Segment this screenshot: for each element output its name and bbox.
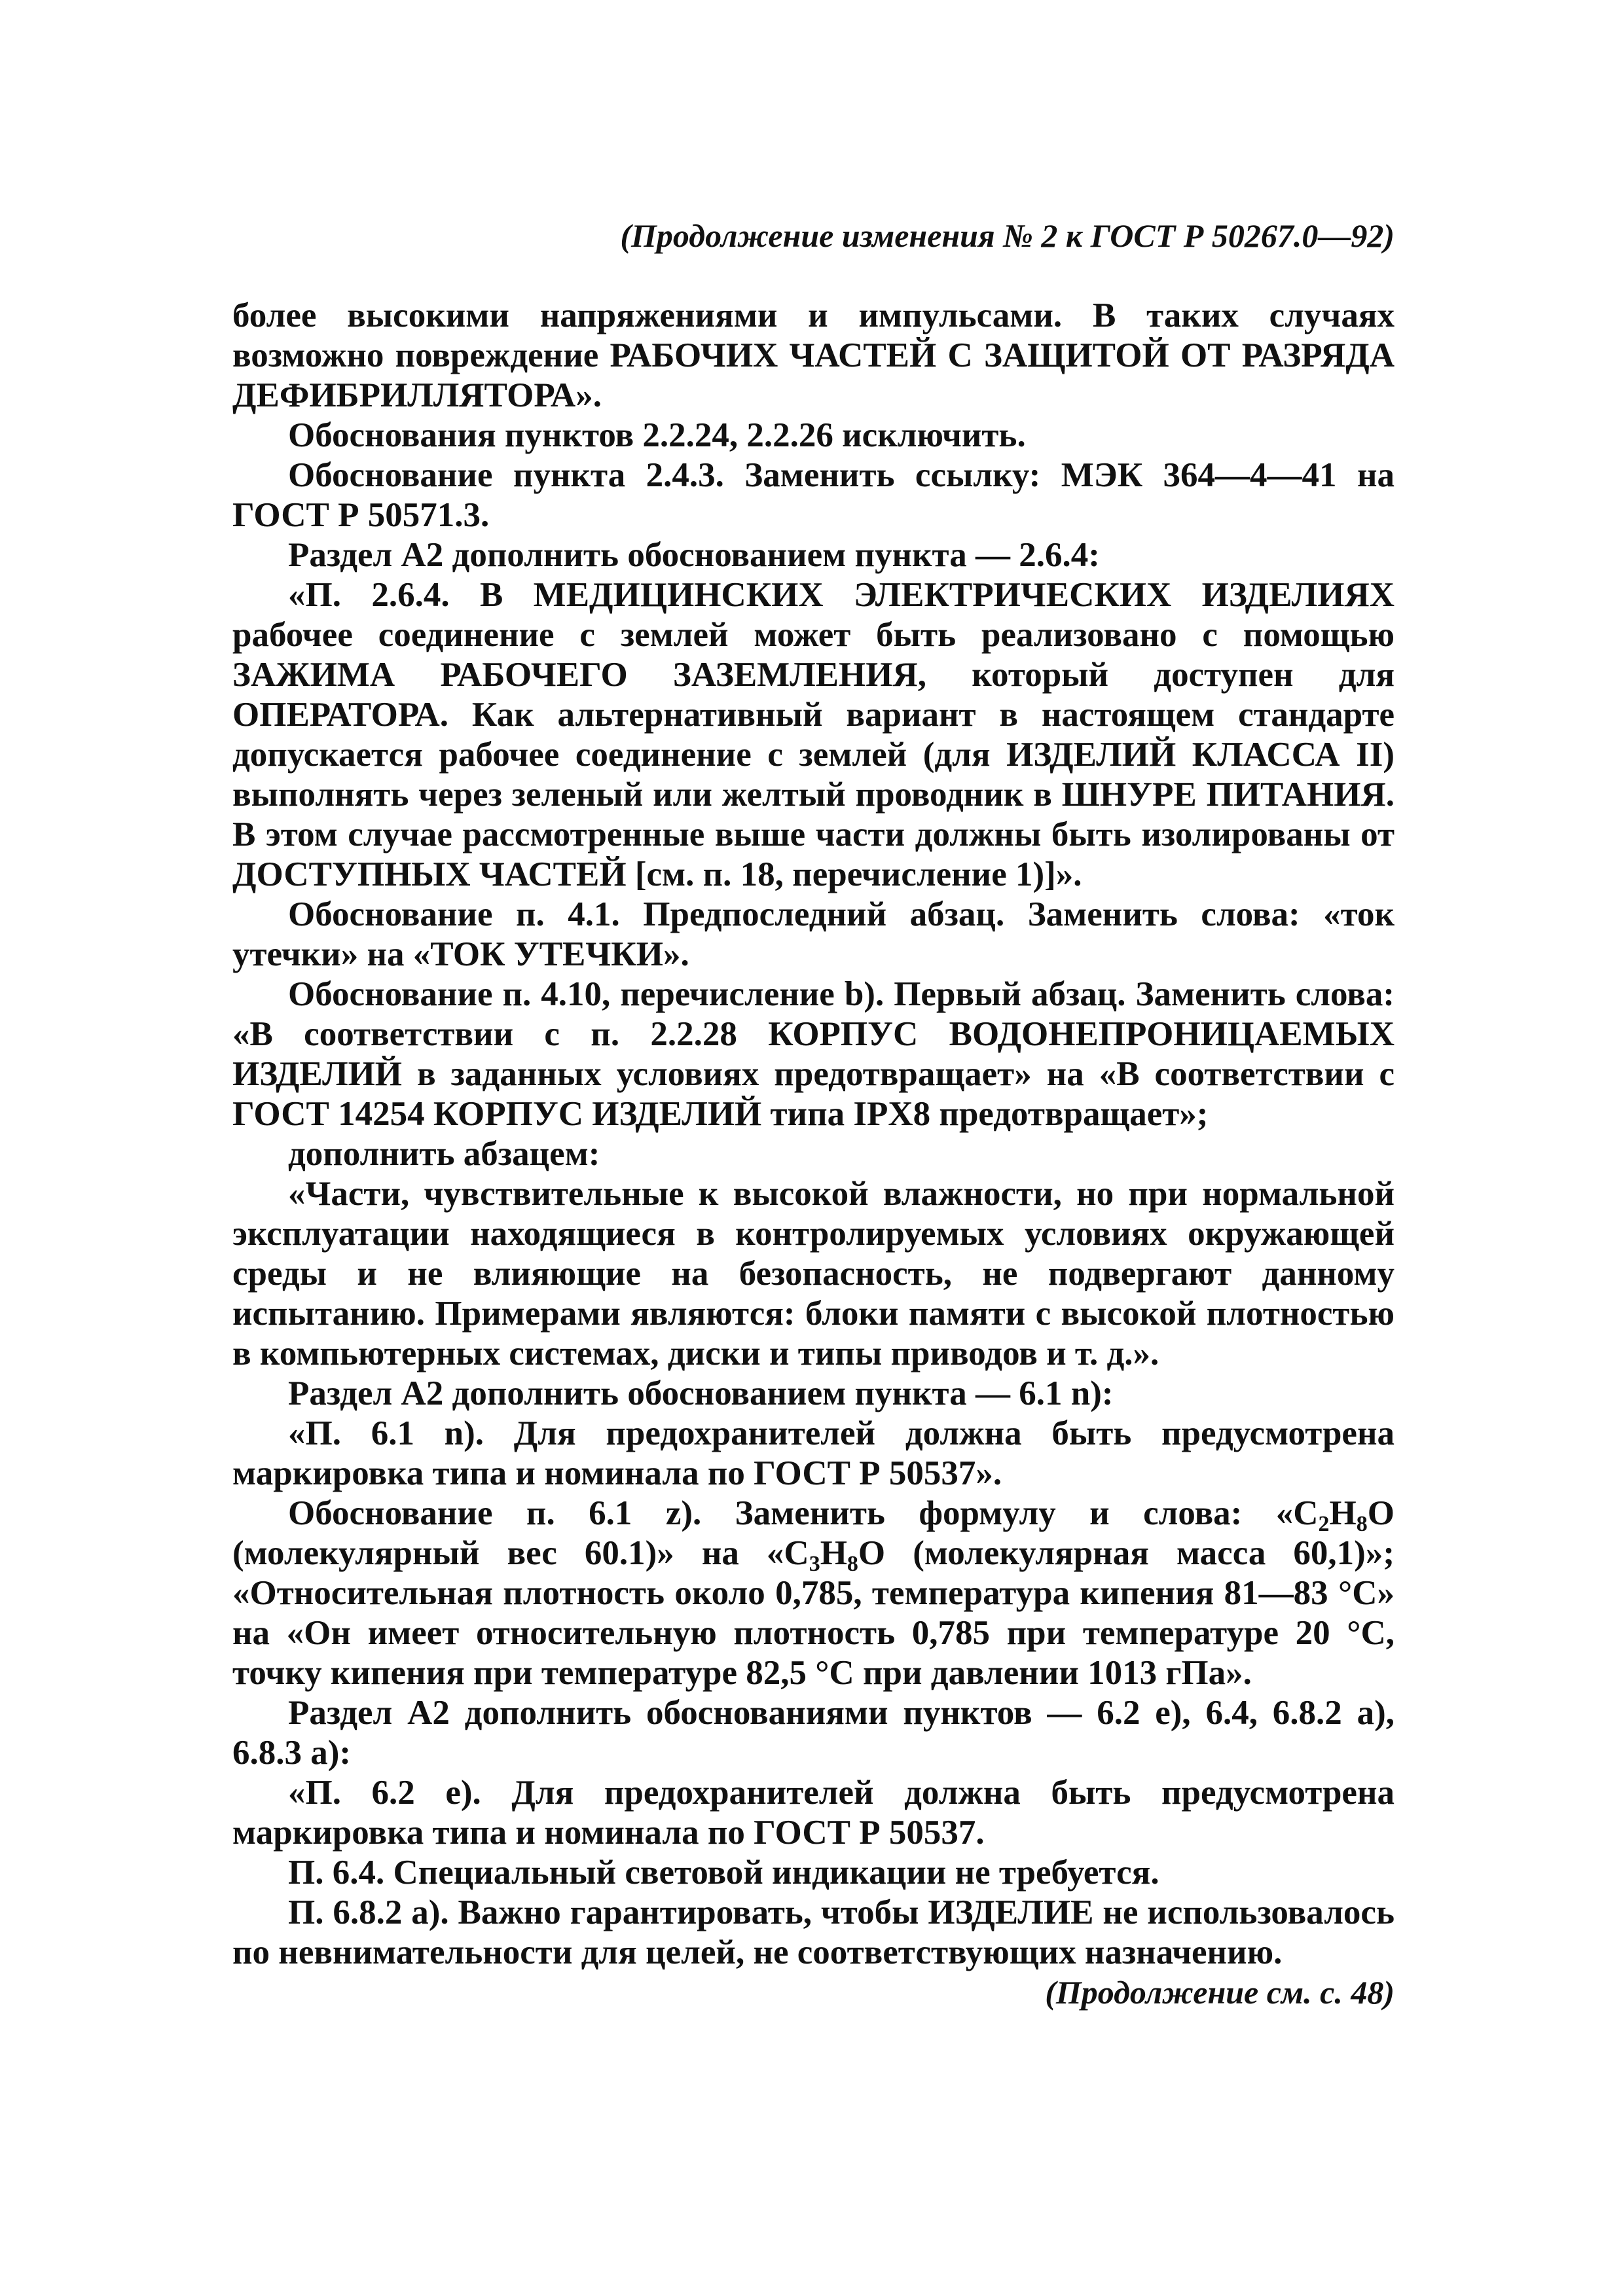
formula-paragraph [232,1494,1395,1693]
paragraph: Раздел А2 дополнить обоснованием пункта — 2.6.4: [288,536,1100,574]
subscript: 8 [1356,1512,1368,1536]
quote-paragraph: «П. 2.6.4. В МЕДИЦИНСКИХ ЭЛЕКТРИЧЕСКИХ ИЗДЕЛИЯХ рабочее соединение с землей может быть реализовано с помощью ЗАЖИМА РАБОЧЕГО ЗАЗЕМЛЕНИЯ, который доступен для ОПЕРАТОРА. Как альтернативный вариант в настоящем стандарте допускается рабочее соединение с землей (для ИЗДЕЛИЙ КЛАССА II) выполнять через зеленый или желтый проводник в ШНУРЕ ПИТАНИЯ. В этом случае рассмотренные выше части должны быть изолированы от ДОСТУПНЫХ ЧАСТЕЙ [см. п. 18, перечисление 1)]». [232,576,1395,893]
text-segment: Обоснование п. 6.1 z). Заменить формулу и слова: «C [288,1494,1319,1532]
quote-paragraph: «Части, чувствительные к высокой влажности, но при нормальной эксплуатации находящиеся в контролируемых условиях окружающей среды и не влияющие на безопасность, не подвергают данному испытанию. Примерами являются: блоки памяти с высокой плотностью в компьютерных системах, диски и типы приводов и т. д.». [232,1175,1395,1372]
text-segment: O (молекулярный вес 60.1)» на «C [232,1494,1395,1572]
subscript: 2 [1318,1512,1330,1536]
paragraph: Обоснования пунктов 2.2.24, 2.2.26 исключить. [288,416,1026,454]
paragraph: Раздел А2 дополнить обоснованием пункта — 6.1 n): [288,1374,1114,1412]
quote-paragraph: «П. 6.1 n). Для предохранителей должна быть предусмотрена маркировка типа и номинала по ГОСТ Р 50537». [232,1414,1395,1492]
paragraph: Обоснование п. 4.1. Предпоследний абзац. Заменить слова: «ток утечки» на «ТОК УТЕЧКИ». [232,895,1395,973]
paragraph: Обоснование п. 4.10, перечисление b). Первый абзац. Заменить слова: «В соответствии с п. 2.2.28 КОРПУС ВОДОНЕПРОНИЦАЕМЫХ ИЗДЕЛИЙ в заданных условиях предотвращает» на «В соответствии с ГОСТ 14254 КОРПУС ИЗДЕЛИЙ типа IPX8 предотвращает»; [232,975,1395,1133]
page-header: (Продолжение изменения № 2 к ГОСТ Р 50267.0—92) [620,217,1395,254]
subscript: 8 [847,1552,858,1576]
text-segment: H [820,1534,847,1572]
paragraph: Обоснование пункта 2.4.3. Заменить ссылку: МЭК 364—4—41 на ГОСТ Р 50571.3. [232,456,1395,534]
page-footer: (Продолжение см. с. 48) [1045,1974,1395,2011]
paragraph: Раздел А2 дополнить обоснованиями пунктов — 6.2 e), 6.4, 6.8.2 a), 6.8.3 a): [232,1694,1395,1772]
paragraph: П. 6.8.2 a). Важно гарантировать, чтобы ИЗДЕЛИЕ не использовалось по невнимательности для целей, не соответствующих назначению. [232,1893,1395,1971]
paragraph: дополнить абзацем: [288,1135,600,1173]
text-segment: O (молекулярная масса 60,1)»; «Относительная плотность около 0,785, температура кипения 81—83 °С» на «Он имеет относительную плотность 0,785 при температуре 20 °С, точку кипения при температуре 82,5 °С при давлении 1013 гПа». [232,1534,1395,1692]
text-segment: H [1329,1494,1357,1532]
paragraph: более высокими напряжениями и импульсами. В таких случаях возможно повреждение РАБОЧИХ ЧАСТЕЙ С ЗАЩИТОЙ ОТ РАЗРЯДА ДЕФИБРИЛЛЯТОРА». [232,296,1395,414]
subscript: 3 [809,1552,820,1576]
quote-paragraph: «П. 6.2 e). Для предохранителей должна быть предусмотрена маркировка типа и номинала по ГОСТ Р 50537. [232,1774,1395,1852]
document-body [232,296,1395,1973]
paragraph: П. 6.4. Специальный световой индикации не требуется. [288,1854,1159,1892]
document-page [232,216,1395,2013]
